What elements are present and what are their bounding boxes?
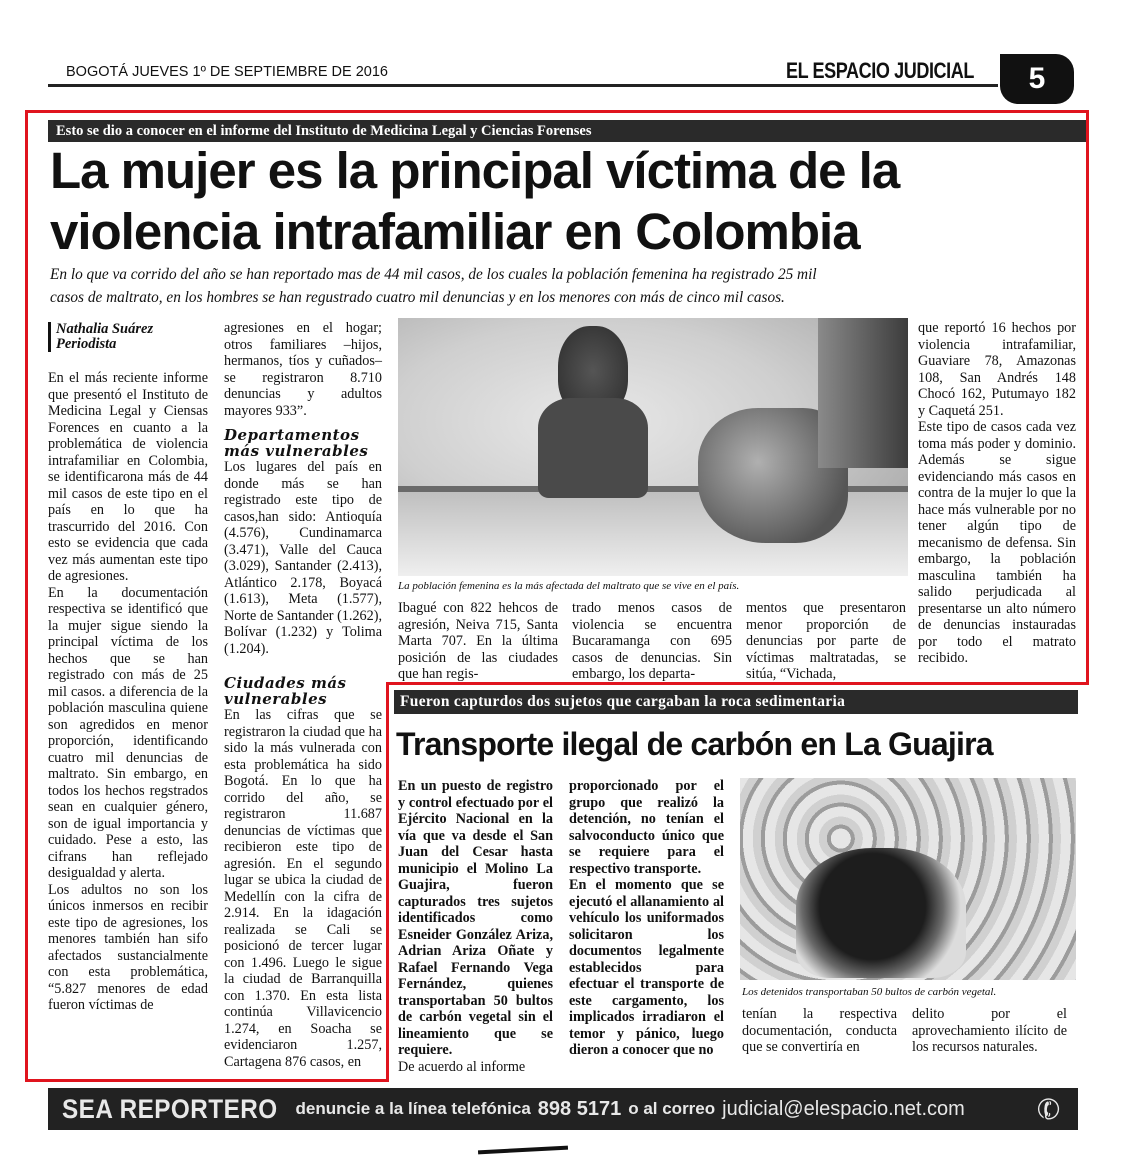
- article1-column-2: [224, 320, 382, 1076]
- photo-coal-bag: [796, 848, 966, 978]
- article1-col1-paragraph: En el más reciente informe que presentó el Instituto de Medicina Legal y Ciensas Forences en cuanto a la problemática de violencia intrafamiliar en Colombia, se identificarona más de 44 mil casos de este tipo en el país en lo que ha trascurrido del 2016. Con esto se evidencia que cada vez más aumentan este tipo de agresiones.: [48, 370, 208, 584]
- subheading-ciudades: Ciudades más vulnerables: [224, 674, 347, 708]
- article2-col1-paragraph: En un puesto de registro y control efectuado por el Ejército Nacional en la vía que va desde el San Juan del Cesar hasta municipio el Molino La Guajira, fueron capturados tres sujetos identificados como Esneider González Ariza, Adrian Ariza Oñate y Rafael Fernando Vega Fernández, quienes transportaban 50 bultos de carbón vegetal sin el lineamiento que se requiere.: [398, 778, 553, 1058]
- article1-col1-paragraph: En la documentación respectiva se identificó que la mujer sigue siendo la principal víctima de los hechos que se han registrado con más de 25 mil casos. a diferencia de la población masculina quiene son agredidos en menor proporción, identificando cuatro mil denuncias de maltrato. Sin embargo, en todos los hechos regstrados sean en cualquier género, son de igual importancia y cuidado. Pese a esto, las cifrans han reflejado desigualdad y alerta.: [48, 584, 208, 881]
- article1-photo: [398, 318, 908, 576]
- byline-rule: [48, 322, 51, 352]
- footer-brand: SEA REPORTERO: [62, 1093, 278, 1124]
- footer-phone: 898 5171: [537, 1097, 622, 1120]
- article1-col5-paragraph: mentos que presentaron menor proporción de denuncias por parte de víctimas maltratadas, se sitúa, “Vichada,: [746, 600, 906, 682]
- article2-col2-paragraph: proporcionado por el grupo que realizó la detención, no tenían el salvoconducto único que se requiere para el respectivo transporte.: [569, 778, 724, 877]
- article1-col1-paragraph: Los adultos no son los únicos inmersos en recibir este tipo de agresiones, los menores también han sifo afectados sustancialmente con esta problemática, “5.827 menores de edad fueron víctimas de: [48, 881, 208, 1013]
- scan-mark: [478, 1146, 568, 1155]
- article1-kicker-bar: [48, 120, 1086, 142]
- article1-col3-paragraph: Ibagué con 822 hehcos de agresión, Neiva 715, Santa Marta 707. En la última posición de las ciudades que han regis-: [398, 600, 558, 682]
- article1-headline-line2: violencia intrafamiliar en Colombia: [50, 203, 860, 260]
- footer-text-middle: o al correo: [628, 1099, 716, 1118]
- article1-col4-paragraph: trado menos casos de violencia se encuentra Bucaramanga con 695 casos de denuncias. Sin embargo, los departa-: [572, 600, 732, 682]
- header-date: BOGOTÁ JUEVES 1º DE SEPTIEMBRE DE 2016: [66, 64, 388, 80]
- article1-col6-paragraph: Este tipo de casos cada vez toma más poder y dominio. Además se sigue evidenciando más casos en contra de la mujer lo que la hace más vulnerable por no tener algún tipo de mecanismo de defensa. Sin embargo, la población masculina también ha salido perjudicada al presentarse un alto número de denuncias instauradas por todo el matrato recibido.: [918, 419, 1076, 666]
- article2-photo-caption: Los detenidos transportaban 50 bultos de carbón vegetal.: [742, 986, 997, 998]
- footer-text-prefix: denuncie a la línea telefónica: [295, 1099, 531, 1118]
- article2-kicker-bar: [394, 690, 1078, 714]
- article1-col2-paragraph: Los lugares del país en donde más se han registrado este tipo de casos,han sido: Antioquía (4.576), Cundinamarca (3.471), Valle del Cauca (3.029), Santander (2.413), Atlántico 2.178, Boyacá (1.613), Meta (1.577), Norte de Santander (1.262), Bolívar (1.232) y Tolima (1.204).: [224, 459, 382, 657]
- article2-column-4: [912, 1006, 1067, 1058]
- article2-photo: [740, 778, 1076, 980]
- article2-col4-paragraph: delito por el aprovechamiento ilícito de los recursos naturales.: [912, 1006, 1067, 1055]
- article1-photo-caption: La población femenina es la más afectada del maltrato que se vive en el país.: [398, 580, 740, 592]
- article1-column-5: [746, 600, 906, 682]
- footer-banner: [48, 1088, 1078, 1130]
- page-number-tab: [1000, 54, 1074, 104]
- header-rule: [48, 84, 998, 87]
- photo-arm: [818, 318, 908, 468]
- article1-column-3: [398, 600, 558, 682]
- article2-col3-paragraph: tenían la respectiva documentación, conducta que se convertiría en: [742, 1006, 897, 1055]
- phone-icon: ✆: [1031, 1090, 1065, 1128]
- article1-kicker: Esto se dio a conocer en el informe del Instituto de Medicina Legal y Ciencias Forenses: [56, 123, 592, 139]
- highlight-outline-mid: [386, 682, 389, 1082]
- subheading-departamentos: Departamentos más vulnerables: [224, 426, 369, 460]
- article2-col2-paragraph: En el momento que se ejecutó el allanamiento al vehículo los uniformados solicitaron los documentos legalmente establecidos para efectuar el transporte de este cargamento, los implicados irradiaron el temor y pánico, luego dieron a conocer que no: [569, 877, 724, 1058]
- article2-column-3: [742, 1006, 897, 1058]
- article1-col2-paragraph: En las cifras que se registraron la ciudad que ha sido la más vulnerada con esta problemática ha sido Bogotá. En lo que ha corrido del año, se registraron 11.687 denuncias de víctimas que recibieron este tipo de agresión. En el segundo lugar se ubica la ciudad de Medellín con la cifra de 2.914. En la idagación realizada se Cali se posicionó de tercer lugar con 1.496. Luego le sigue la ciudad de Barranquilla con 1.370. En esta lista continúa Villavicencio 1.274, en Soacha se evidenciaron 1.257, Cartagena 876 casos, en: [224, 707, 382, 1070]
- article1-col6-paragraph: que reportó 16 hechos por violencia intrafamiliar, Guaviare 78, Amazonas 108, San Andrés 148 Chocó 162, Putumayo 182 y Caquetá 251.: [918, 320, 1076, 419]
- article1-column-4: [572, 600, 732, 682]
- byline-name: Nathalia Suárez: [56, 321, 154, 337]
- highlight-outline-left: [25, 110, 28, 1082]
- article1-column-6: [918, 320, 1076, 670]
- article2-column-2: [569, 778, 724, 1058]
- article1-column-1: [48, 370, 208, 1074]
- article2-col1-paragraph: De acuerdo al informe: [398, 1058, 526, 1075]
- article2-kicker: Fueron capturdos dos sujetos que cargaban la roca sedimentaria: [400, 693, 846, 710]
- page-number: 5: [1028, 62, 1046, 95]
- byline: [56, 322, 153, 352]
- footer-email[interactable]: judicial@elespacio.net.com: [722, 1097, 965, 1120]
- article1-lead-line1: En lo que va corrido del año se han reportado mas de 44 mil casos, de los cuales la población femenina ha registrado 25 mil: [50, 266, 817, 283]
- article2-headline: Transporte ilegal de carbón en La Guajira: [396, 726, 993, 762]
- article2-column-1: [398, 778, 553, 1075]
- article1-col2-paragraph: agresiones en el hogar; otros familiares –hijos, hermanos, tíos y cuñados– se registraron 8.710 denuncias y adultos mayores 933”.: [224, 320, 382, 419]
- article1-lead-line2: casos de maltrato, en los hombres se han regustrado cuatro mil denuncias y en los menores con más de cinco mil casos.: [50, 289, 785, 306]
- highlight-outline-bottom: [25, 1079, 389, 1082]
- photo-figure-body: [538, 398, 648, 498]
- section-title: EL ESPACIO JUDICIAL: [786, 58, 975, 83]
- byline-role: Periodista: [56, 336, 117, 352]
- article1-headline-line1: La mujer es la principal víctima de la: [50, 142, 900, 199]
- highlight-outline-right: [1086, 110, 1089, 685]
